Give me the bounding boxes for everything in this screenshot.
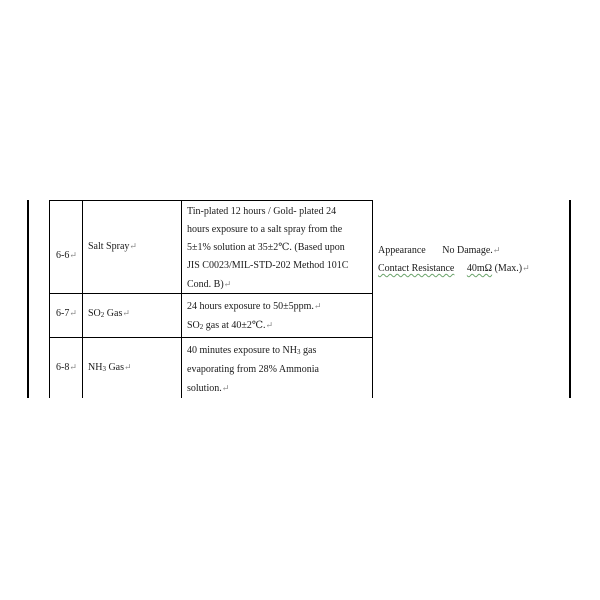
result-contact-resistance [378, 259, 530, 278]
contact-label: Contact Resistance [378, 263, 455, 274]
condition-line: JIS C0023/MIL-STD-202 Method 101C [187, 260, 349, 271]
condition-line: $SO_2$ gas at 40±2℃.↵ [187, 320, 274, 331]
table-line [49, 200, 373, 201]
condition-line: 24 hours exposure to 50±5ppm.↵ [187, 301, 322, 312]
test-name: Salt Spray↵ [88, 241, 137, 252]
condition-line: solution.↵ [187, 383, 230, 394]
test-condition [187, 203, 348, 294]
test-name: $NH_3$ Gas↵ [88, 362, 132, 373]
contact-value: 40mΩ (Max.)↵ [466, 263, 530, 274]
condition-line: Tin-plated 12 hours / Gold- plated 24 [187, 206, 337, 217]
row-number: 6-6↵ [56, 250, 77, 261]
test-condition [187, 342, 319, 398]
right-border [569, 200, 571, 398]
condition-line: 5±1% solution at 35±2℃. (Based upon [187, 242, 345, 253]
row-number: 6-8↵ [56, 362, 77, 373]
test-name: $SO_2$ Gas↵ [88, 308, 130, 319]
left-border [27, 200, 29, 398]
table-line [372, 200, 373, 398]
test-condition [187, 297, 321, 336]
condition-line: hours exposure to a salt spray from the [187, 224, 343, 235]
row-number: 6-7↵ [56, 308, 77, 319]
condition-line: Cond. B)↵ [187, 279, 232, 290]
condition-line: evaporating from 28% Ammonia [187, 364, 319, 375]
table-line [181, 200, 182, 398]
table-line [49, 337, 373, 338]
table-line [82, 200, 83, 398]
appearance-label: Appearance [378, 245, 426, 256]
result-appearance [378, 241, 500, 260]
condition-line: 40 minutes exposure to $NH_3$ gas [187, 345, 317, 356]
table-line [49, 200, 50, 398]
appearance-value: No Damage.↵ [442, 245, 501, 256]
